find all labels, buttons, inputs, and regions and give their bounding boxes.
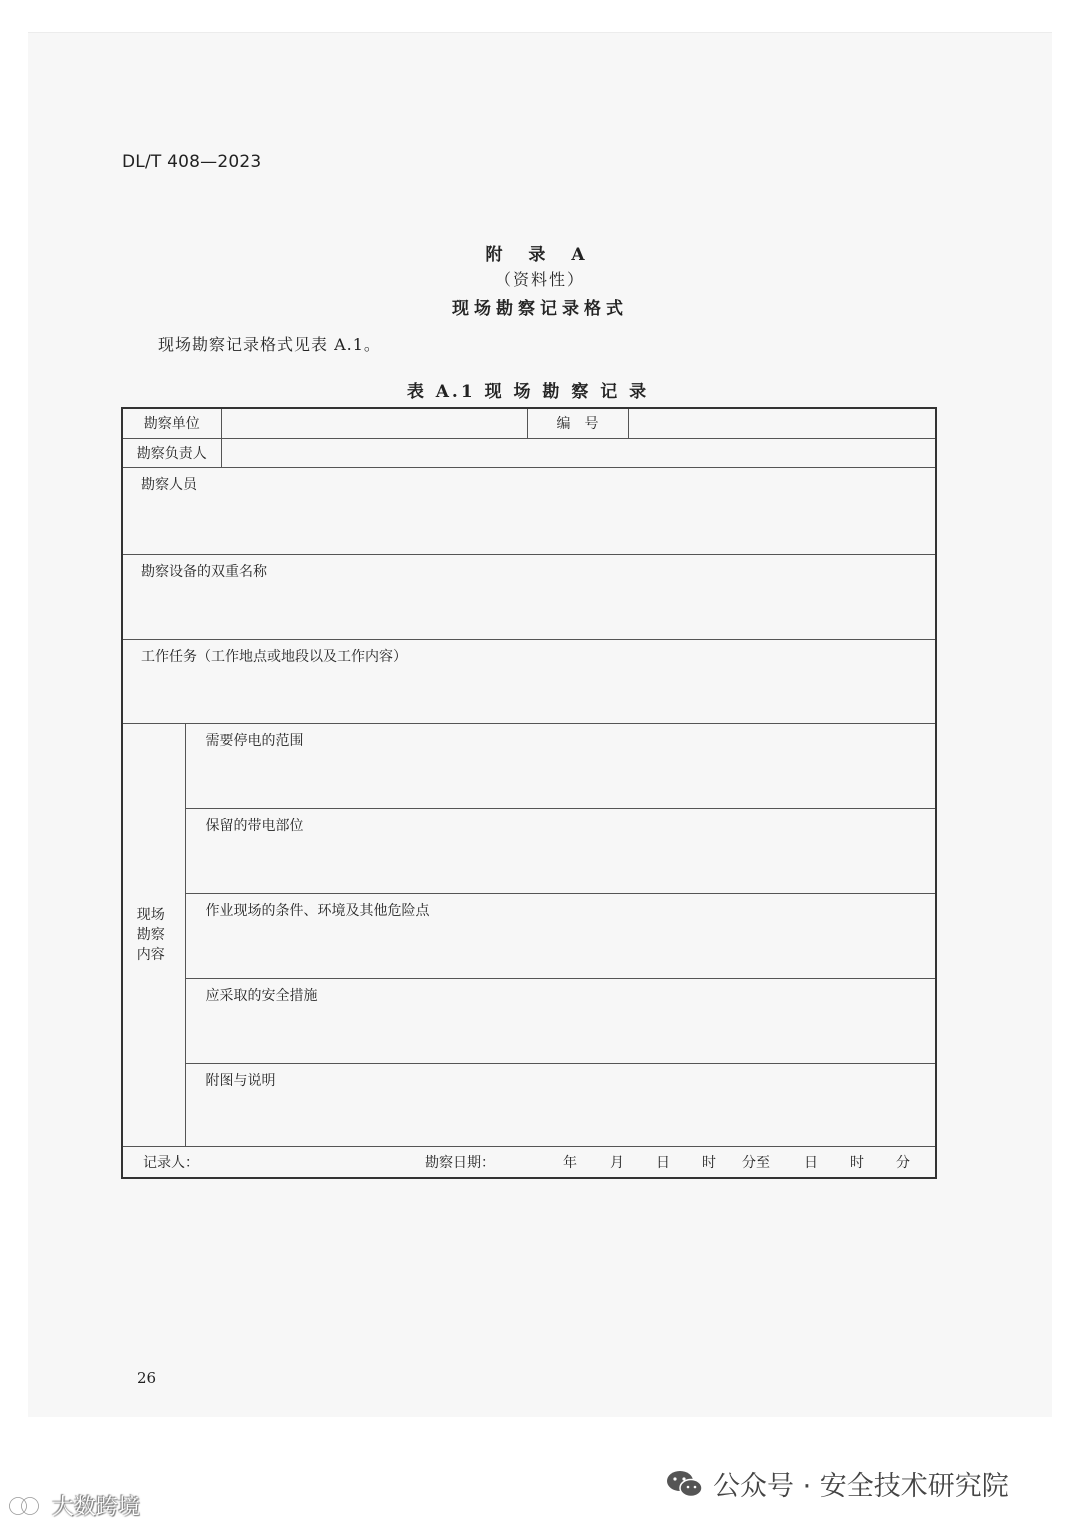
date-unit-minute-to: 分至 bbox=[742, 1154, 770, 1171]
attachments-label: 附图与说明 bbox=[205, 1072, 276, 1089]
table-row bbox=[122, 808, 936, 893]
corner-watermark bbox=[8, 1490, 140, 1521]
number-label-cell bbox=[527, 408, 628, 438]
table-row bbox=[122, 438, 936, 467]
table-row bbox=[122, 408, 936, 438]
date-unit-day-end: 日 bbox=[804, 1154, 818, 1171]
table-row bbox=[122, 467, 936, 554]
survey-unit-label-cell bbox=[122, 408, 221, 438]
appendix-title: 附 录 A bbox=[485, 245, 595, 265]
table-row bbox=[122, 1063, 936, 1146]
survey-leader-field[interactable] bbox=[221, 438, 936, 467]
recorder-label: 记录人： bbox=[143, 1154, 199, 1171]
equipment-name-cell[interactable] bbox=[122, 554, 936, 639]
safety-measures-cell[interactable] bbox=[185, 978, 936, 1063]
work-task-label: 工作任务（工作地点或地段以及工作内容） bbox=[141, 648, 407, 665]
safety-measures-label: 应采取的安全措施 bbox=[205, 987, 318, 1004]
wechat-watermark-text: 公众号 · 安全技术研究院 bbox=[713, 1471, 1009, 1502]
corner-watermark-text: 大数跨境 bbox=[52, 1495, 141, 1520]
footer-cell bbox=[122, 1146, 936, 1178]
site-conditions-label: 作业现场的条件、环境及其他危险点 bbox=[205, 902, 430, 919]
date-unit-hour-end: 时 bbox=[850, 1154, 864, 1171]
content-group-line: 内容 bbox=[136, 946, 165, 963]
table-caption: 表 A.1 现 场 勘 察 记 录 bbox=[406, 382, 650, 402]
content-group-line: 现场 bbox=[136, 906, 165, 923]
live-parts-cell[interactable] bbox=[185, 808, 936, 893]
appendix-nature: （资料性） bbox=[494, 270, 585, 289]
survey-leader-label-cell bbox=[122, 438, 221, 467]
survey-leader-label: 勘察负责人 bbox=[136, 445, 207, 462]
table-row bbox=[122, 978, 936, 1063]
survey-personnel-label: 勘察人员 bbox=[141, 476, 197, 493]
date-unit-year: 年 bbox=[563, 1154, 577, 1171]
survey-personnel-cell[interactable] bbox=[122, 467, 936, 554]
date-unit-month: 月 bbox=[610, 1154, 624, 1171]
table-row bbox=[122, 723, 936, 808]
date-unit-minute-end: 分 bbox=[896, 1154, 910, 1171]
site-conditions-cell[interactable] bbox=[185, 893, 936, 978]
outage-scope-cell[interactable] bbox=[185, 723, 936, 808]
content-group-label-cell bbox=[122, 723, 185, 1146]
content-group-line: 勘察 bbox=[136, 926, 165, 943]
survey-unit-label: 勘察单位 bbox=[143, 416, 200, 433]
table-row bbox=[122, 554, 936, 639]
wechat-icon bbox=[665, 1469, 705, 1499]
survey-unit-field[interactable] bbox=[221, 408, 527, 438]
survey-date-label: 勘察日期： bbox=[425, 1154, 495, 1171]
table-row bbox=[122, 893, 936, 978]
attachments-cell[interactable] bbox=[185, 1063, 936, 1146]
table-row bbox=[122, 639, 936, 723]
survey-record-table bbox=[121, 407, 937, 1179]
content-group-label bbox=[137, 905, 171, 965]
date-unit-hour: 时 bbox=[702, 1154, 716, 1171]
outage-scope-label: 需要停电的范围 bbox=[205, 732, 304, 749]
date-unit-day: 日 bbox=[656, 1154, 670, 1171]
table-row bbox=[122, 1146, 936, 1178]
number-label: 编 号 bbox=[556, 416, 599, 433]
number-field[interactable] bbox=[628, 408, 936, 438]
intro-text: 现场勘察记录格式见表 A.1。 bbox=[158, 335, 381, 354]
wechat-watermark bbox=[665, 1464, 1009, 1503]
page-number: 26 bbox=[137, 1369, 157, 1387]
live-parts-label: 保留的带电部位 bbox=[205, 817, 304, 834]
appendix-name: 现场勘察记录格式 bbox=[452, 299, 628, 319]
link-logo-icon bbox=[8, 1494, 48, 1518]
work-task-cell[interactable] bbox=[122, 639, 936, 723]
equipment-name-label: 勘察设备的双重名称 bbox=[141, 563, 267, 580]
document-code: DL/T 408—2023 bbox=[122, 152, 262, 172]
